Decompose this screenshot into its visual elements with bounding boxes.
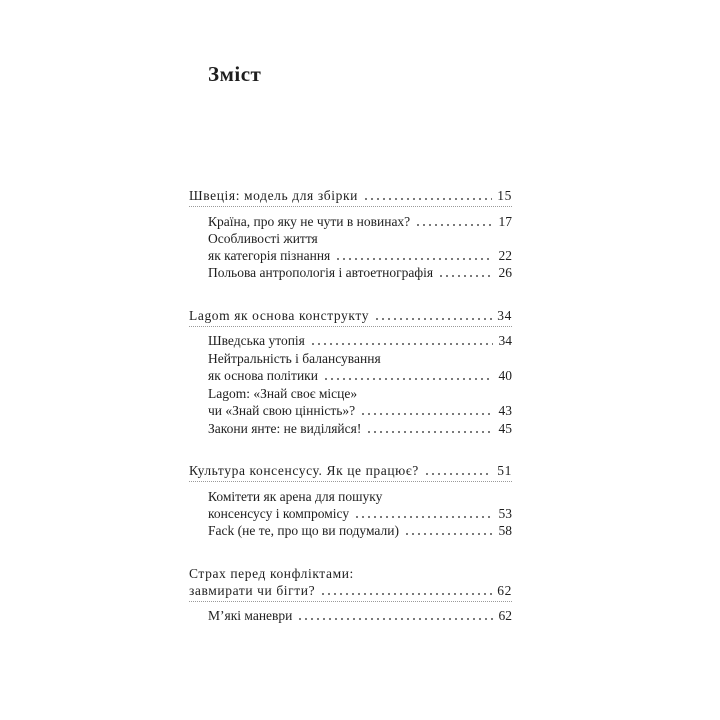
page-number: 34 xyxy=(497,308,512,323)
dot-leader xyxy=(335,257,493,261)
entry-title: Польова антропологія і автоетнографія xyxy=(208,265,434,280)
entry-title: М’які маневри xyxy=(208,608,293,623)
entry-title: Нейтральність і балансування xyxy=(208,351,381,366)
page-number: 62 xyxy=(498,608,512,623)
page-number: 45 xyxy=(498,421,512,436)
chapter-title: Культура консенсусу. Як це працює? xyxy=(189,463,419,478)
section-divider xyxy=(189,601,512,602)
page-title: Зміст xyxy=(208,62,262,86)
toc-entry xyxy=(208,367,512,385)
dot-leader xyxy=(360,412,493,416)
toc-chapter-3 xyxy=(189,462,512,480)
entry-title: Закони янте: не виділяйся! xyxy=(208,421,362,436)
toc-chapter-2 xyxy=(189,307,512,325)
page-number: 26 xyxy=(498,265,512,280)
page-number: 15 xyxy=(497,188,512,203)
entry-title: Шведська утопія xyxy=(208,333,305,348)
toc-entry xyxy=(208,420,512,438)
toc-entry xyxy=(208,505,512,523)
entry-title: як категорія пізнання xyxy=(208,248,331,263)
entry-title: консенсусу і компромісу xyxy=(208,506,350,521)
toc-entry xyxy=(208,264,512,282)
page-number: 62 xyxy=(497,583,512,598)
page-number: 22 xyxy=(498,248,512,263)
dot-leader xyxy=(323,377,493,381)
toc-entry xyxy=(208,247,512,265)
toc-entry xyxy=(208,522,512,540)
dot-leader xyxy=(424,472,492,476)
dot-leader xyxy=(310,342,493,346)
toc-entry xyxy=(208,607,512,625)
page-number: 43 xyxy=(498,403,512,418)
dot-leader xyxy=(297,617,493,621)
entry-title: Fack (не те, про що ви подумали) xyxy=(208,523,399,538)
toc-entry-line xyxy=(208,350,512,368)
dot-leader xyxy=(363,197,492,201)
dot-leader xyxy=(438,274,493,278)
dot-leader xyxy=(320,592,492,596)
entry-title: Країна, про яку не чути в новинах? xyxy=(208,214,411,229)
dot-leader xyxy=(374,317,492,321)
chapter-title: завмирати чи бігти? xyxy=(189,583,316,598)
toc-entry-line xyxy=(208,488,512,506)
toc-entry xyxy=(208,332,512,350)
entry-title: чи «Знай свою цінність»? xyxy=(208,403,356,418)
page-number: 58 xyxy=(498,523,512,538)
toc-entry xyxy=(208,213,512,231)
chapter-title: Швеція: модель для збірки xyxy=(189,188,358,203)
page-number: 34 xyxy=(498,333,512,348)
page-number: 40 xyxy=(498,368,512,383)
entry-title: як основа політики xyxy=(208,368,318,383)
dot-leader xyxy=(366,430,493,434)
entry-title: Комітети як арена для пошуку xyxy=(208,489,383,504)
chapter-title: Lagom як основа конструкту xyxy=(189,308,370,323)
section-divider xyxy=(189,326,512,327)
dot-leader xyxy=(404,532,493,536)
page-number: 51 xyxy=(497,463,512,478)
toc-entry-line xyxy=(208,385,512,403)
section-divider xyxy=(189,481,512,482)
chapter-title: Страх перед конфліктами: xyxy=(189,566,354,581)
toc-entry xyxy=(208,402,512,420)
toc-entry-line xyxy=(208,230,512,248)
section-divider xyxy=(189,206,512,207)
entry-title: Особливості життя xyxy=(208,231,318,246)
toc-chapter-1 xyxy=(189,187,512,205)
toc-chapter-4-line xyxy=(189,565,512,583)
dot-leader xyxy=(354,515,493,519)
toc-chapter-4 xyxy=(189,582,512,600)
entry-title: Lagom: «Знай своє місце» xyxy=(208,386,358,401)
page-number: 53 xyxy=(498,506,512,521)
page-number: 17 xyxy=(498,214,512,229)
dot-leader xyxy=(415,223,493,227)
